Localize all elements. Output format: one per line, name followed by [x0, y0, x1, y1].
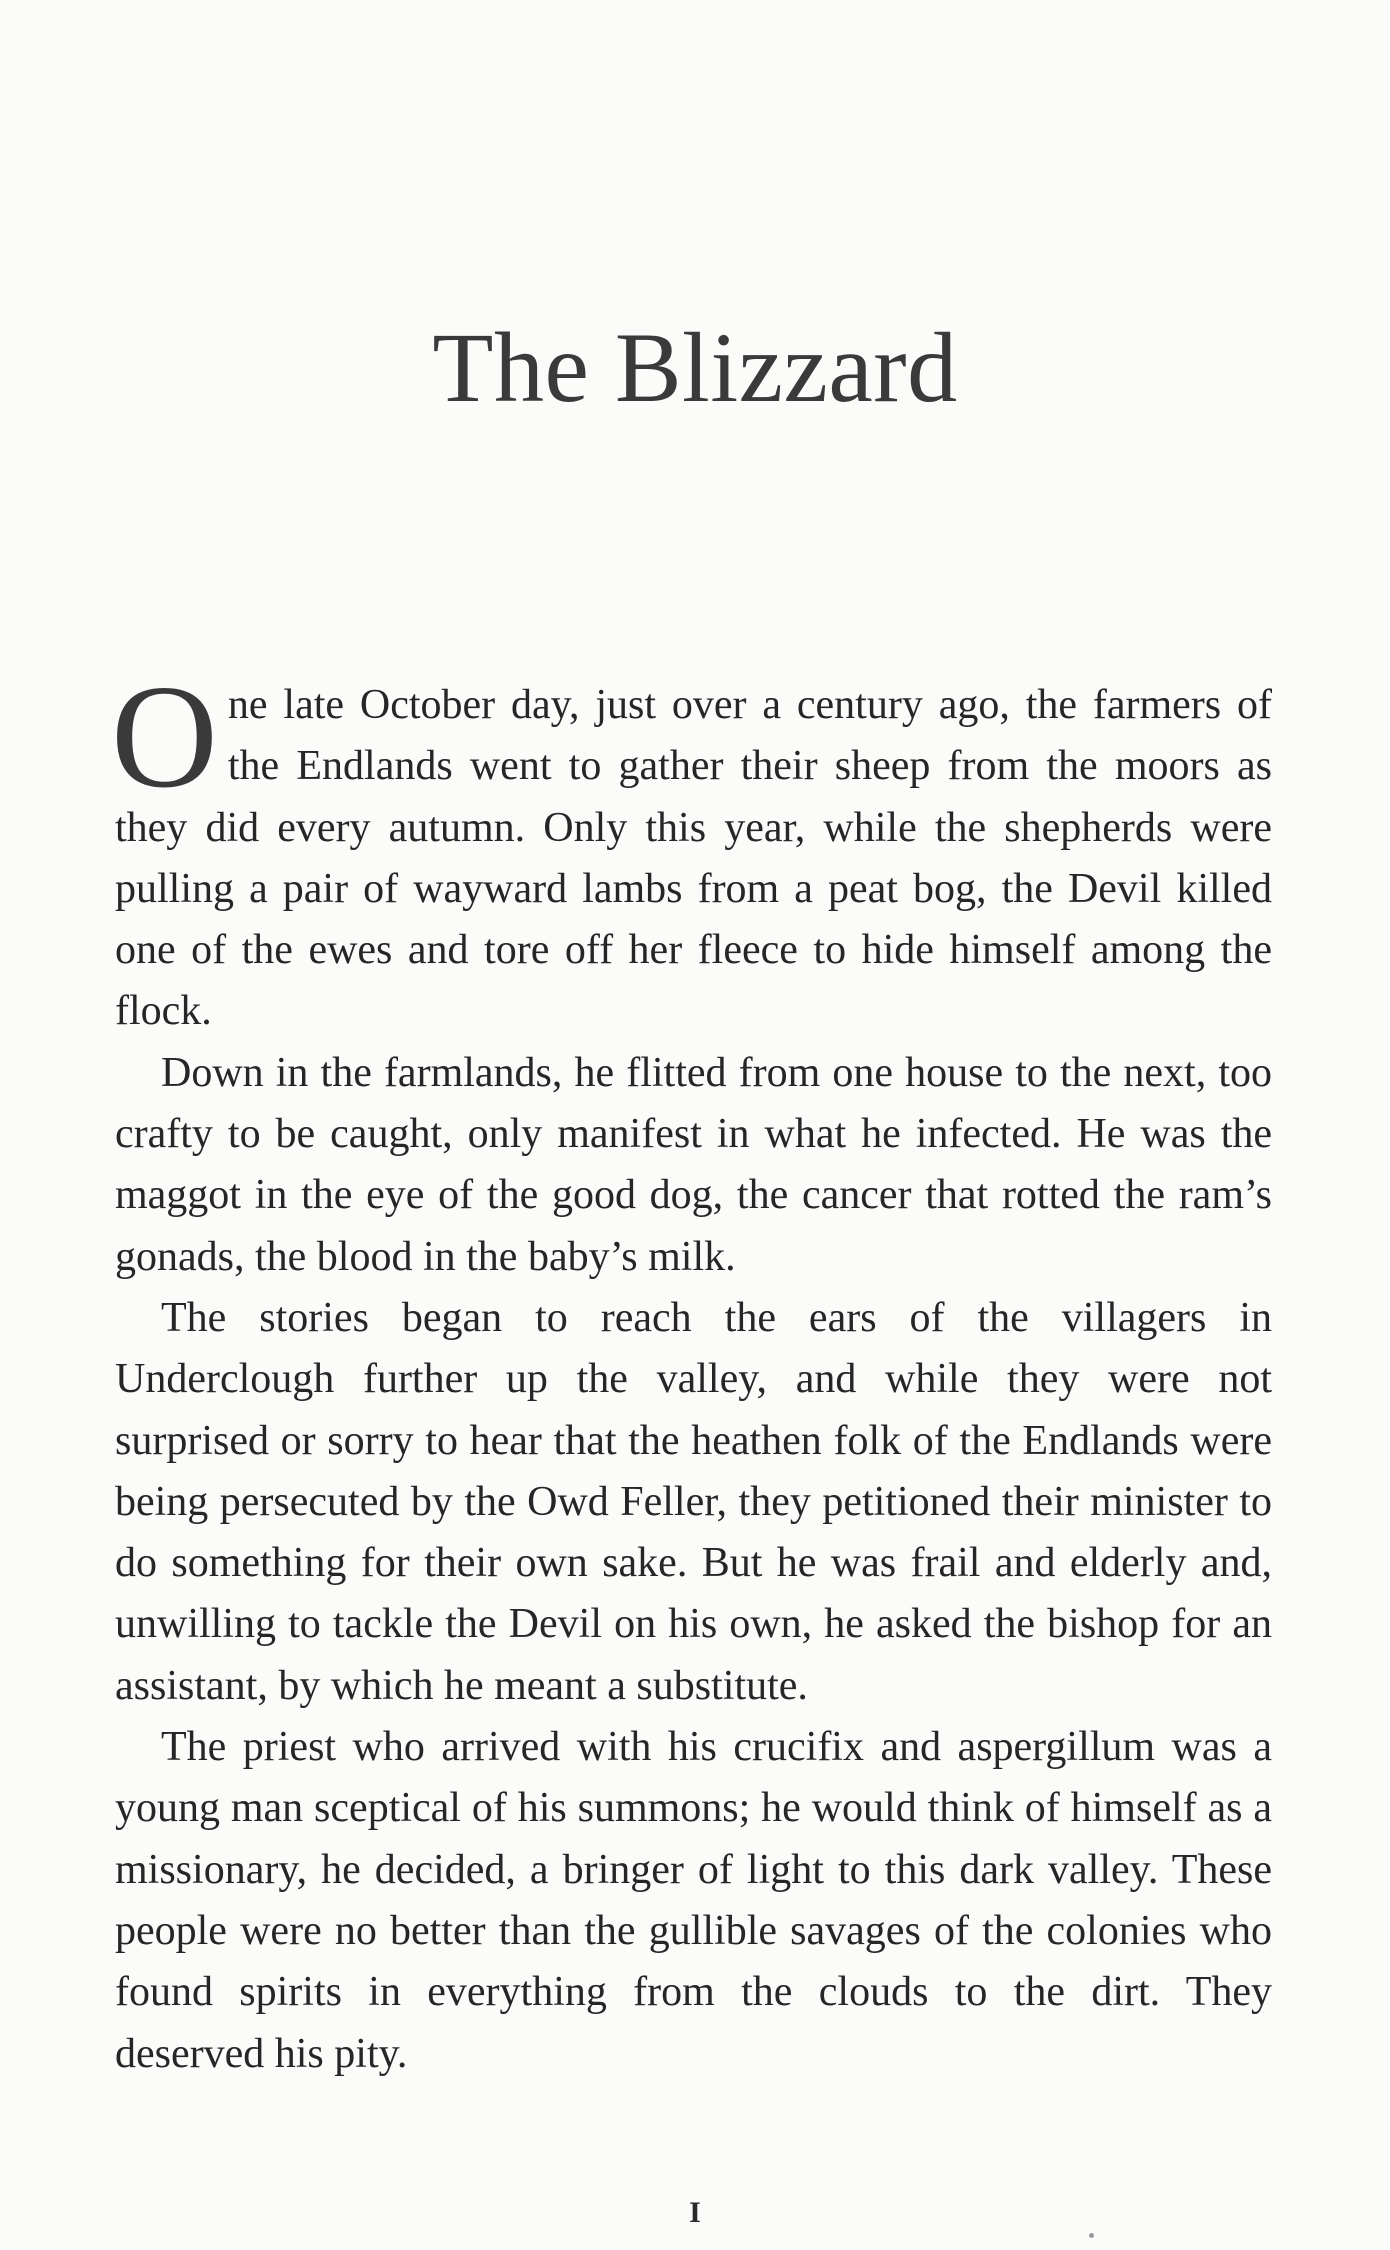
drop-cap: O [111, 655, 218, 819]
page-number: I [689, 2196, 701, 2229]
chapter-title: The Blizzard [432, 312, 958, 423]
scan-speck [1089, 2233, 1094, 2238]
paragraph-1 [111, 655, 1272, 1043]
paragraph-4: The priest who arrived with his crucifix and aspergillum was a young man sceptical of his summons; he would think of himself as a missionary, he decided, a bringer of light to this dark valley. These people were no better than the gullible savages of the colonies who found spirits in everything from the clouds to the dirt. They deserved his pity. [115, 1724, 1272, 2077]
paragraph-2: Down in the farmlands, he flitted from one house to the next, too crafty to be caught, only manifest in what he infected. He was the maggot in the eye of the good dog, the cancer that rotted the ram’s gonads, the blood in the baby’s milk. [115, 1049, 1272, 1280]
paragraph-1-text: ne late October day, just over a century ago, the farmers of the Endlands went to gather their sheep from the moors as they did every autumn. Only this year, while the shepherds were pulling a pair of wayward lambs from a peat bog, the Devil killed one of the ewes and tore off her fleece to hide himself among the flock. [115, 682, 1272, 1035]
chapter-body [111, 655, 1272, 2085]
paragraph-3: The stories began to reach the ears of the villagers in Underclough further up the valley, and while they were not surprised or sorry to hear that the heathen folk of the Endlands were being persecuted by the Owd Feller, they petitioned their minister to do something for their own sake. But he was frail and elderly and, unwilling to tackle the Devil on his own, he asked the bishop for an assistant, by which he meant a substitute. [115, 1294, 1272, 1709]
